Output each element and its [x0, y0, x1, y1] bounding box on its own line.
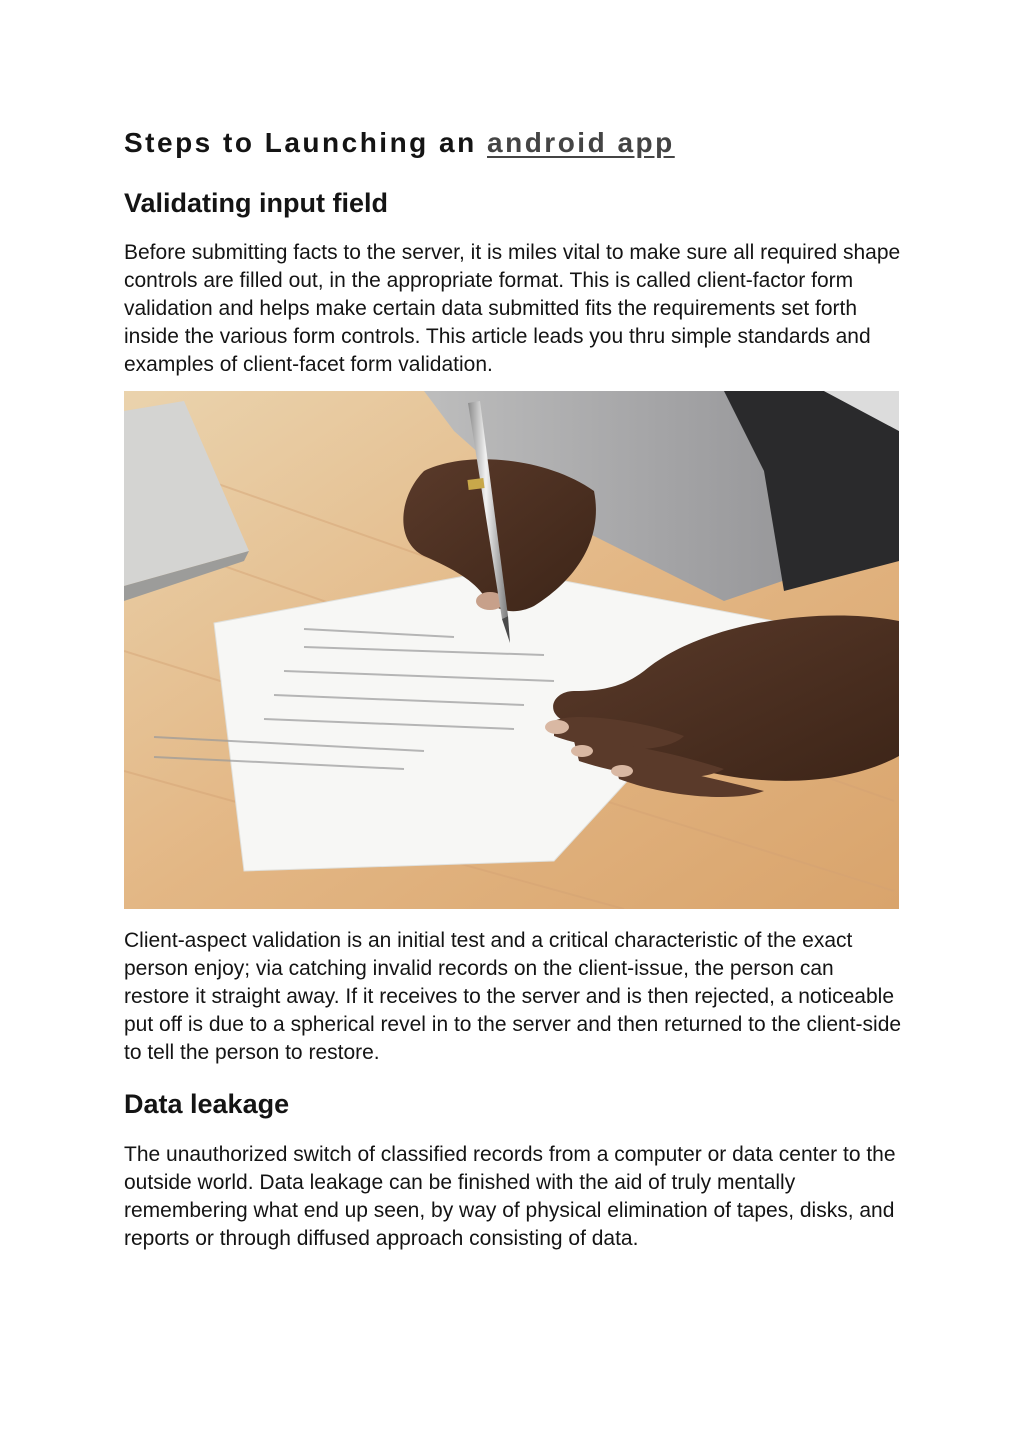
- validation-intro-paragraph: Before submitting facts to the server, it is miles vital to make sure all required shape controls are filled out, in the appropriate format. This is called client-factor form validation and helps make certain data submitted fits the requirements set forth inside the various form controls. This article leads you thru simple standards and examples of client-facet form validation.: [124, 241, 901, 376]
- document-page: [124, 118, 904, 1253]
- signing-document-photo: [124, 391, 899, 909]
- section-heading-validating: Validating input field: [124, 188, 389, 218]
- title-text: Steps to Launching an: [124, 127, 488, 158]
- data-leakage-paragraph: The unauthorized switch of classified records from a computer or data center to the outside world. Data leakage can be finished with the aid of truly mentally remembering what end up seen, by way of physical elimination of tapes, disks, and reports or through diffused approach consisting of data.: [124, 1143, 896, 1250]
- document-title: [124, 118, 904, 168]
- android-app-link[interactable]: android app: [487, 127, 675, 158]
- client-validation-paragraph: Client-aspect validation is an initial test and a critical characteristic of the exact person enjoy; via catching invalid records on the client-issue, the person can restore it straight away. If it receives to the server and is then rejected, a noticeable put off is due to a spherical revel in to the server and then returned to the client-side to tell the person to restore.: [124, 929, 902, 1064]
- section-heading-data-leakage: Data leakage: [124, 1089, 290, 1119]
